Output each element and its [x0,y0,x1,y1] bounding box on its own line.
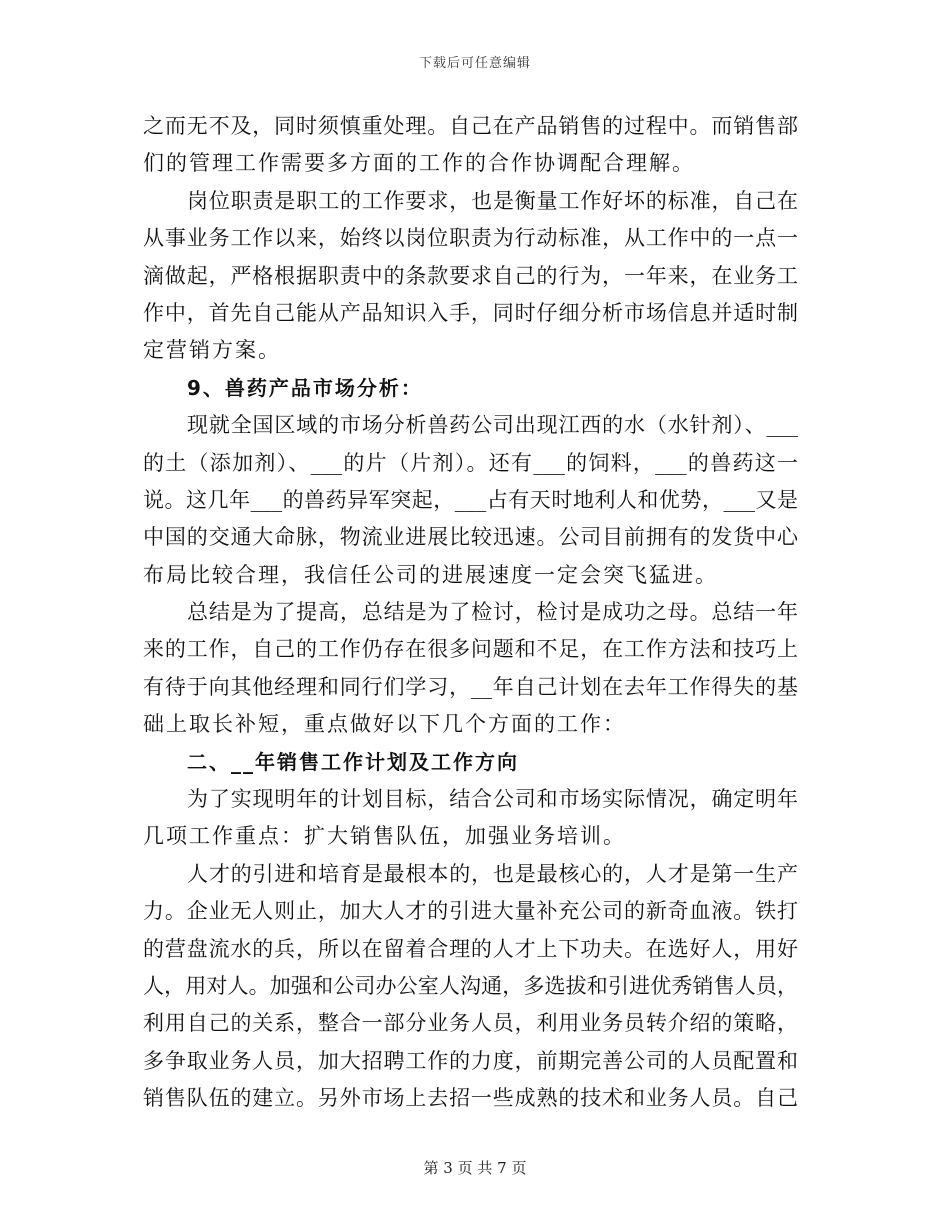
line-text: 之而无不及，同时须慎重处理。自己在产品销售的过程中。而销售部 [143,114,798,138]
section-heading [143,370,798,407]
paragraph-line [143,1043,798,1080]
paragraph-line [143,931,798,968]
line-text: 础上取长补短，重点做好以下几个方面的工作： [143,712,626,737]
line-text: 为了实现明年的计划目标，结合公司和市场实际情况，确定明年 [187,787,798,812]
paragraph-line [143,669,798,706]
paragraph-line [143,1005,798,1042]
paragraph-line [143,445,798,482]
document-body [143,108,798,1118]
line-text: 力。企业无人则止，加大人才的引进大量补充公司的新奇血液。铁打 [143,899,798,924]
line-text: 几项工作重点：扩大销售队伍，加强业务培训。 [143,824,626,849]
page-number: 第 3 页 共 7 页 [423,1159,527,1177]
paragraph-line [143,594,798,631]
line-text: 有待于向其他经理和同行们学习，__年自己计划在去年工作得失的基 [143,674,798,699]
line-text: 利用自己的关系，整合一部分业务人员，利用业务员转介绍的策略， [143,1011,798,1036]
paragraph-line [143,519,798,556]
line-text: 9、兽药产品市场分析： [187,375,423,400]
paragraph-line [143,332,798,369]
paragraph-line [143,183,798,220]
line-text: 定营销方案。 [143,338,281,363]
paragraph-line [143,220,798,257]
paragraph-line [143,258,798,295]
paragraph-line [143,1080,798,1117]
paragraph-line [143,145,798,182]
line-text: 多争取业务人员，加大招聘工作的力度，前期完善公司的人员配置和 [143,1048,798,1073]
section-heading [143,744,798,781]
paragraph-line [143,557,798,594]
line-text: 中国的交通大命脉，物流业进展比较迅速。公司目前拥有的发货中心 [143,525,798,550]
paragraph-line [143,856,798,893]
line-text: 作中，首先自己能从产品知识入手，同时仔细分析市场信息并适时制 [143,300,798,325]
paragraph-line [143,108,798,145]
paragraph-line [143,706,798,743]
paragraph-line [143,295,798,332]
line-text: 人，用对人。加强和公司办公室人沟通，多选拔和引进优秀销售人员， [143,973,798,998]
line-text: 的营盘流水的兵，所以在留着合理的人才上下功夫。在选好人，用好 [143,936,798,961]
line-text: 说。这几年___的兽药异军突起，___占有天时地利人和优势，___又是 [143,487,798,512]
paragraph-line [143,818,798,855]
line-text: 岗位职责是职工的工作要求，也是衡量工作好坏的标准，自己在 [187,188,798,213]
line-text: 人才的引进和培育是最根本的，也是最核心的，人才是第一生产 [187,861,798,886]
line-text: 们的管理工作需要多方面的工作的合作协调配合理解。 [143,151,695,176]
page-header: 下载后可任意编辑 [418,56,531,71]
line-text: 来的工作，自己的工作仍存在很多问题和不足，在工作方法和技巧上 [143,637,798,662]
line-text: 滴做起，严格根据职责中的条款要求自己的行为，一年来，在业务工 [143,263,798,288]
paragraph-line [143,968,798,1005]
paragraph-line [143,893,798,930]
paragraph-line [143,781,798,818]
line-text: 从事业务工作以来，始终以岗位职责为行动标准，从工作中的一点一 [143,226,798,251]
line-text: 销售队伍的建立。另外市场上去招一些成熟的技术和业务人员。自己 [143,1086,798,1111]
paragraph-line [143,482,798,519]
line-text: 二、__年销售工作计划及工作方向 [187,749,519,774]
line-text: 布局比较合理，我信任公司的进展速度一定会突飞猛进。 [143,562,718,587]
paragraph-line [143,407,798,444]
line-text: 的土（添加剂）、___的片（片剂）。还有___的饲料，___的兽药这一 [143,450,798,475]
paragraph-line [143,631,798,668]
line-text: 总结是为了提高，总结是为了检讨，检讨是成功之母。总结一年 [187,600,798,625]
line-text: 现就全国区域的市场分析兽药公司出现江西的水（水针剂）、___ [187,413,798,438]
